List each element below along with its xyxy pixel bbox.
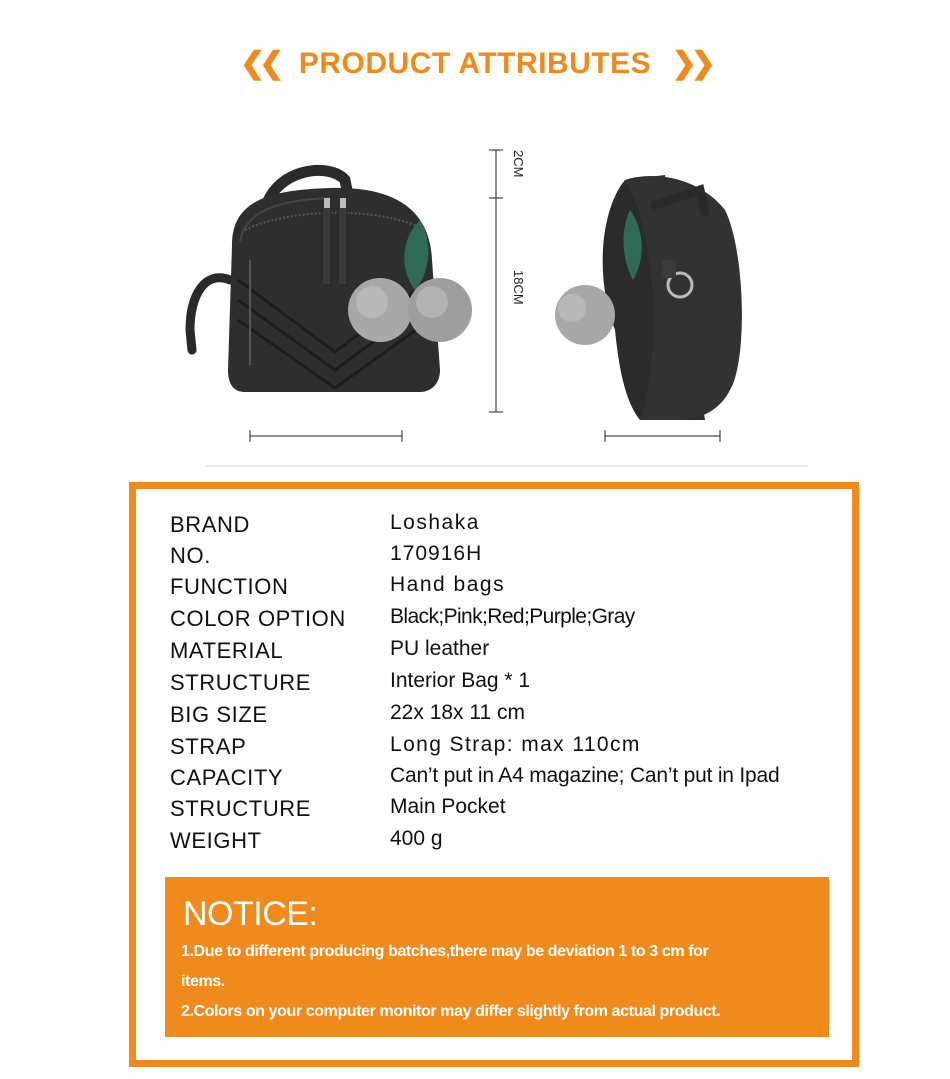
right-chevrons-icon: ❯❯ [671,47,710,80]
spec-value: 170916H [390,542,483,565]
spec-value: Hand bags [390,573,506,596]
notice-box [165,877,829,1037]
top-dimension-label: 2CM [511,150,526,178]
spec-row [170,606,850,636]
height-label: 18CM [511,270,526,305]
spec-label: STRUCTURE [170,670,312,695]
spec-label: COLOR OPTION [170,606,346,631]
notice-line: 1.Due to different producing batches,there may be deviation 1 to 3 cm for [181,943,709,960]
section-header [0,46,950,86]
spec-value: Main Pocket [390,795,506,818]
spec-label: MATERIAL [170,638,284,663]
spec-value: Interior Bag * 1 [390,669,531,692]
spec-label: CAPACITY [170,765,284,790]
width-dimension [250,430,402,442]
spec-row [170,702,850,732]
spec-value: PU leather [390,637,490,660]
spec-value: Loshaka [390,511,480,534]
notice-line: 2.Colors on your computer monitor may differ slightly from actual product. [181,1003,721,1020]
spec-value: 400 g [390,827,443,850]
spec-label: STRAP [170,734,247,759]
handbag-side-image [555,175,742,420]
spec-label: BRAND [170,512,251,537]
spec-row [170,796,850,826]
spec-row [170,828,850,858]
notice-line: items. [181,973,225,990]
spec-value: Black;Pink;Red;Purple;Gray [390,605,635,628]
spec-row [170,543,850,573]
spec-value: Can’t put in A4 magazine; Can’t put in Ipad [390,764,780,787]
spec-label: WEIGHT [170,828,262,853]
notice-title: NOTICE: [183,895,318,933]
spec-label: BIG SIZE [170,702,268,727]
spec-value: Long Strap: max 110cm [390,733,641,756]
spec-label: NO. [170,543,211,568]
attributes-panel [129,482,859,1067]
spec-row [170,638,850,668]
depth-dimension [605,430,720,442]
product-illustration [0,120,950,480]
section-title: PRODUCT ATTRIBUTES [298,46,652,80]
left-chevrons-icon: ❮❮ [240,47,279,80]
product-images [0,120,950,480]
handbag-front-image [190,170,472,392]
spec-value: 22x 18x 11 cm [390,701,526,724]
spec-label: STRUCTURE [170,796,312,821]
spec-row [170,512,850,542]
spec-row [170,670,850,700]
height-dimension [489,150,503,412]
spec-row [170,574,850,604]
spec-label: FUNCTION [170,574,289,599]
spec-row [170,734,850,764]
spec-row [170,765,850,795]
